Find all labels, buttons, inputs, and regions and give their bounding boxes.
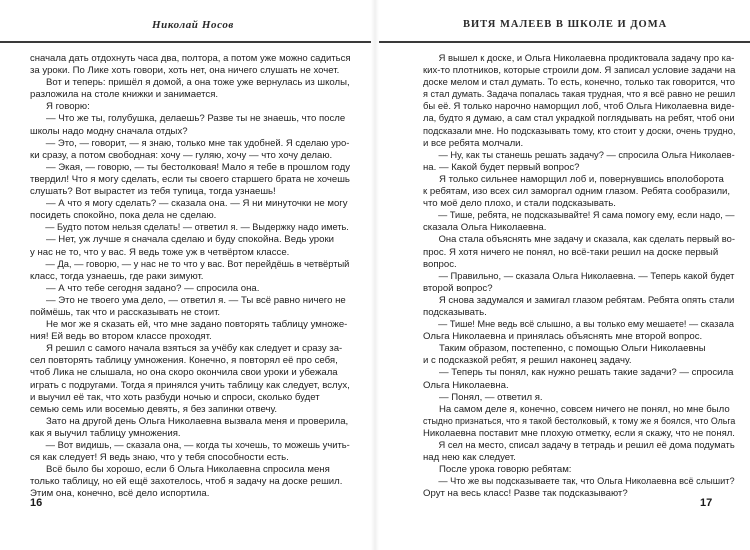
text-line: — Да, — говорю, — у нас не то что у вас. Вот перейдёшь в четвёртый xyxy=(45,258,350,270)
text-line: семью семь или восемью девять, я без запинки отвечу. xyxy=(30,403,277,415)
text-line: сказала Ольга Николаевна. xyxy=(423,222,547,234)
text-line: что моё дело плохо, и стали подсказывать. xyxy=(423,198,616,210)
text-line: посидеть спокойно, пока дела не сделаю. xyxy=(30,210,217,222)
running-head-title: ВИТЯ МАЛЕЕВ В ШКОЛЕ И ДОМА xyxy=(463,19,668,30)
header-rule xyxy=(0,41,371,43)
text-line: — А что я могу сделать? — сказала она. — Я ни минуточки не могу xyxy=(46,198,348,210)
text-line: На самом деле я, конечно, совсем ничего не понял, но мне было xyxy=(439,403,730,415)
text-line: — Это не твоего ума дело, — ответил я. — Ты всё равно ничего не xyxy=(46,294,346,306)
text-line: подсказывать. xyxy=(423,306,487,318)
text-line: ких-то плотников, которые строили дом. Я записал условие задачи на xyxy=(423,65,736,77)
text-line: и с подсказкой ребят, я решил наконец задачу. xyxy=(423,355,632,367)
text-line: Я снова задумался и замигал глазом ребятам. Ребята опять стали xyxy=(438,294,735,306)
text-line: Ольга Николаевна. xyxy=(423,379,509,391)
text-line: Николаевна поставит мне плохую отметку, если я скажу, что не понял. xyxy=(423,427,735,439)
text-line: Вот и теперь: пришёл я домой, а она тоже уже вернулась из школы, xyxy=(45,77,350,89)
text-line: — Тише! Мне ведь всё слышно, а вы только ему мешаете! — сказала xyxy=(438,319,734,331)
text-line: — Будто потом нельзя сделать! — ответил я. — Выдержку надо иметь. xyxy=(45,222,349,234)
text-line: вопрос. xyxy=(423,258,457,270)
text-line: Я решил с самого начала взяться за учёбу как следует и сразу за- xyxy=(46,343,343,355)
text-line: как я выучил таблицу умножения. xyxy=(30,427,181,439)
text-line: Таким образом, постепенно, с помощью Ольги Николаевны xyxy=(439,343,706,355)
text-line: бы её. Я только нарочно наморщил лоб, чтоб Ольга Николаевна виде- xyxy=(423,101,735,113)
text-line: стыдно признаться, что я такой бестолковый, к тому же я боялся, что Ольга xyxy=(423,415,736,427)
text-line: и все ребята молчали. xyxy=(423,137,524,149)
text-line: доске мелом и стал думать. То есть, конечно, только так говорится, что xyxy=(423,77,735,89)
text-line: — Вот видишь, — сказала она, — когда ты хочешь, то можешь учить- xyxy=(45,440,350,451)
text-line: и выучил её так, что хоть разбуди ночью и спроси, сколько будет xyxy=(30,391,320,403)
text-line: сначала дать отдохнуть часа два, полтора, а потом уже можно садиться xyxy=(30,53,351,64)
text-line: Зато на другой день Ольга Николаевна вызвала меня и проверила, xyxy=(46,415,349,427)
text-line: — Нет, уж лучше я сначала сделаю и буду спокойна. Ведь уроки xyxy=(46,234,335,246)
text-line: ния! Ей ведь во втором классе проходят. xyxy=(30,331,212,343)
text-line: ки сразу, а потом свободная: хочу — гуляю, хочу — что хочу делаю. xyxy=(30,149,333,161)
text-line: Всё было бы хорошо, если б Ольга Николаевна спросила меня xyxy=(46,464,330,476)
text-line: за уроки. По Лике хоть говори, хоть нет, она ничего слушать не хочет. xyxy=(30,65,340,77)
text-line: играть с подругами. Тогда я принялся учить таблицу как следует, вслух, xyxy=(30,379,350,391)
text-line: к ребятам, изо всех сил заморгал одним глазом. Ребята сообразили, xyxy=(423,186,731,198)
text-line: прос. Я хотя ничего не понял, но всё-таки решил на доске первый xyxy=(423,246,719,258)
text-line: Я говорю: xyxy=(46,101,90,113)
text-line: у нас не то, что у вас. Я ведь тоже уж в четвёртом классе. xyxy=(30,246,290,258)
text-line: Орут на весь класс! Разве так подсказывают? xyxy=(423,488,628,500)
header-rule xyxy=(379,41,750,43)
text-line: — Ну, как ты станешь решать задачу? — спросила Ольга Николаев- xyxy=(438,149,735,161)
text-line: класс, тогда узнаешь, где раки зимуют. xyxy=(30,270,204,282)
text-line: ся как следует! Я ведь знаю, что у тебя способности есть. xyxy=(30,452,289,464)
page-number: 17 xyxy=(700,497,713,509)
text-line: только таблицу, но ей ещё захотелось, чтоб я задачу на доске решил. xyxy=(30,476,343,488)
text-line: Я только сильнее наморщил лоб и, повернувшись вполоборота xyxy=(439,173,724,185)
text-line: — Тише, ребята, не подсказывайте! Я сама помогу ему, если надо, — xyxy=(438,210,735,222)
text-line: — Понял, — ответил я. xyxy=(439,391,543,403)
text-line: — Экая, — говорю, — ты бестолковая! Мало я тебе в прошлом году xyxy=(46,161,351,173)
text-line: сел повторять таблицу умножения. Конечно, я повторял её про себя, xyxy=(30,355,338,367)
running-head-author: Николай Носов xyxy=(152,19,234,31)
right-page xyxy=(375,0,750,550)
text-line: второй вопрос? xyxy=(423,282,493,294)
text-line: над нею как следует. xyxy=(423,452,516,464)
text-line: на. — Какой будет первый вопрос? xyxy=(423,161,580,173)
text-line: Я вышел к доске, и Ольга Николаевна продиктовала задачу про ка- xyxy=(438,53,735,64)
right-page-text xyxy=(423,53,735,500)
text-line: школы надо модну сначала отдых? xyxy=(30,125,188,137)
text-line: чтоб Лика не слышала, но она скоро окончила свои уроки и убежала xyxy=(30,367,338,379)
text-line: поймёшь, так что и рассказывать не стоит. xyxy=(30,306,221,318)
left-page-text xyxy=(30,53,350,500)
text-line: разложила на столе книжки и занимается. xyxy=(30,89,219,101)
text-line: Ольга Николаевна и принялась объяснять мне второй вопрос. xyxy=(423,331,703,343)
text-line: — Что же вы подсказываете так, что Ольга Николаевна всё слышит? xyxy=(438,476,735,488)
text-line: ла, будто я думаю, а сам стал украдкой поглядывать на ребят, чтоб они xyxy=(423,113,735,125)
text-line: подсказали мне. Но подсказывать тому, кто стоит у доски, очень трудно, xyxy=(423,125,736,137)
text-line: — Что же ты, голубушка, делаешь? Разве ты не знаешь, что после xyxy=(46,113,346,125)
text-line: Я сел на место, списал задачу в тетрадь и решил её дома подумать xyxy=(438,440,735,451)
text-line: Этим она, конечно, всё дело испортила. xyxy=(30,488,210,500)
page-number: 16 xyxy=(30,497,43,509)
text-line: — А что тебе сегодня задано? — спросила она. xyxy=(46,282,260,294)
text-line: твердил! Что я могу сделать, если ты своего старшего брата не хочешь xyxy=(30,173,350,185)
text-line: слушать? Вот вырастет из тебя тупица, тогда узнаешь! xyxy=(30,186,276,198)
text-line: — Правильно, — сказала Ольга Николаевна. — Теперь какой будет xyxy=(438,270,735,282)
text-line: я стал думать. Задача попалась такая трудная, что я всё равно не решил xyxy=(423,89,736,101)
text-line: Она стала объяснять мне задачу и сказала, как сделать первый во- xyxy=(438,234,735,246)
text-line: — Теперь ты понял, как нужно решать такие задачи? — спросила xyxy=(439,367,734,379)
text-line: — Это, — говорит, — я знаю, только мне так удобней. Я сделаю уро- xyxy=(45,137,350,149)
text-line: Не мог же я сказать ей, что мне задано повторять таблицу умноже- xyxy=(46,319,348,331)
text-line: После урока говорю ребятам: xyxy=(439,464,572,476)
